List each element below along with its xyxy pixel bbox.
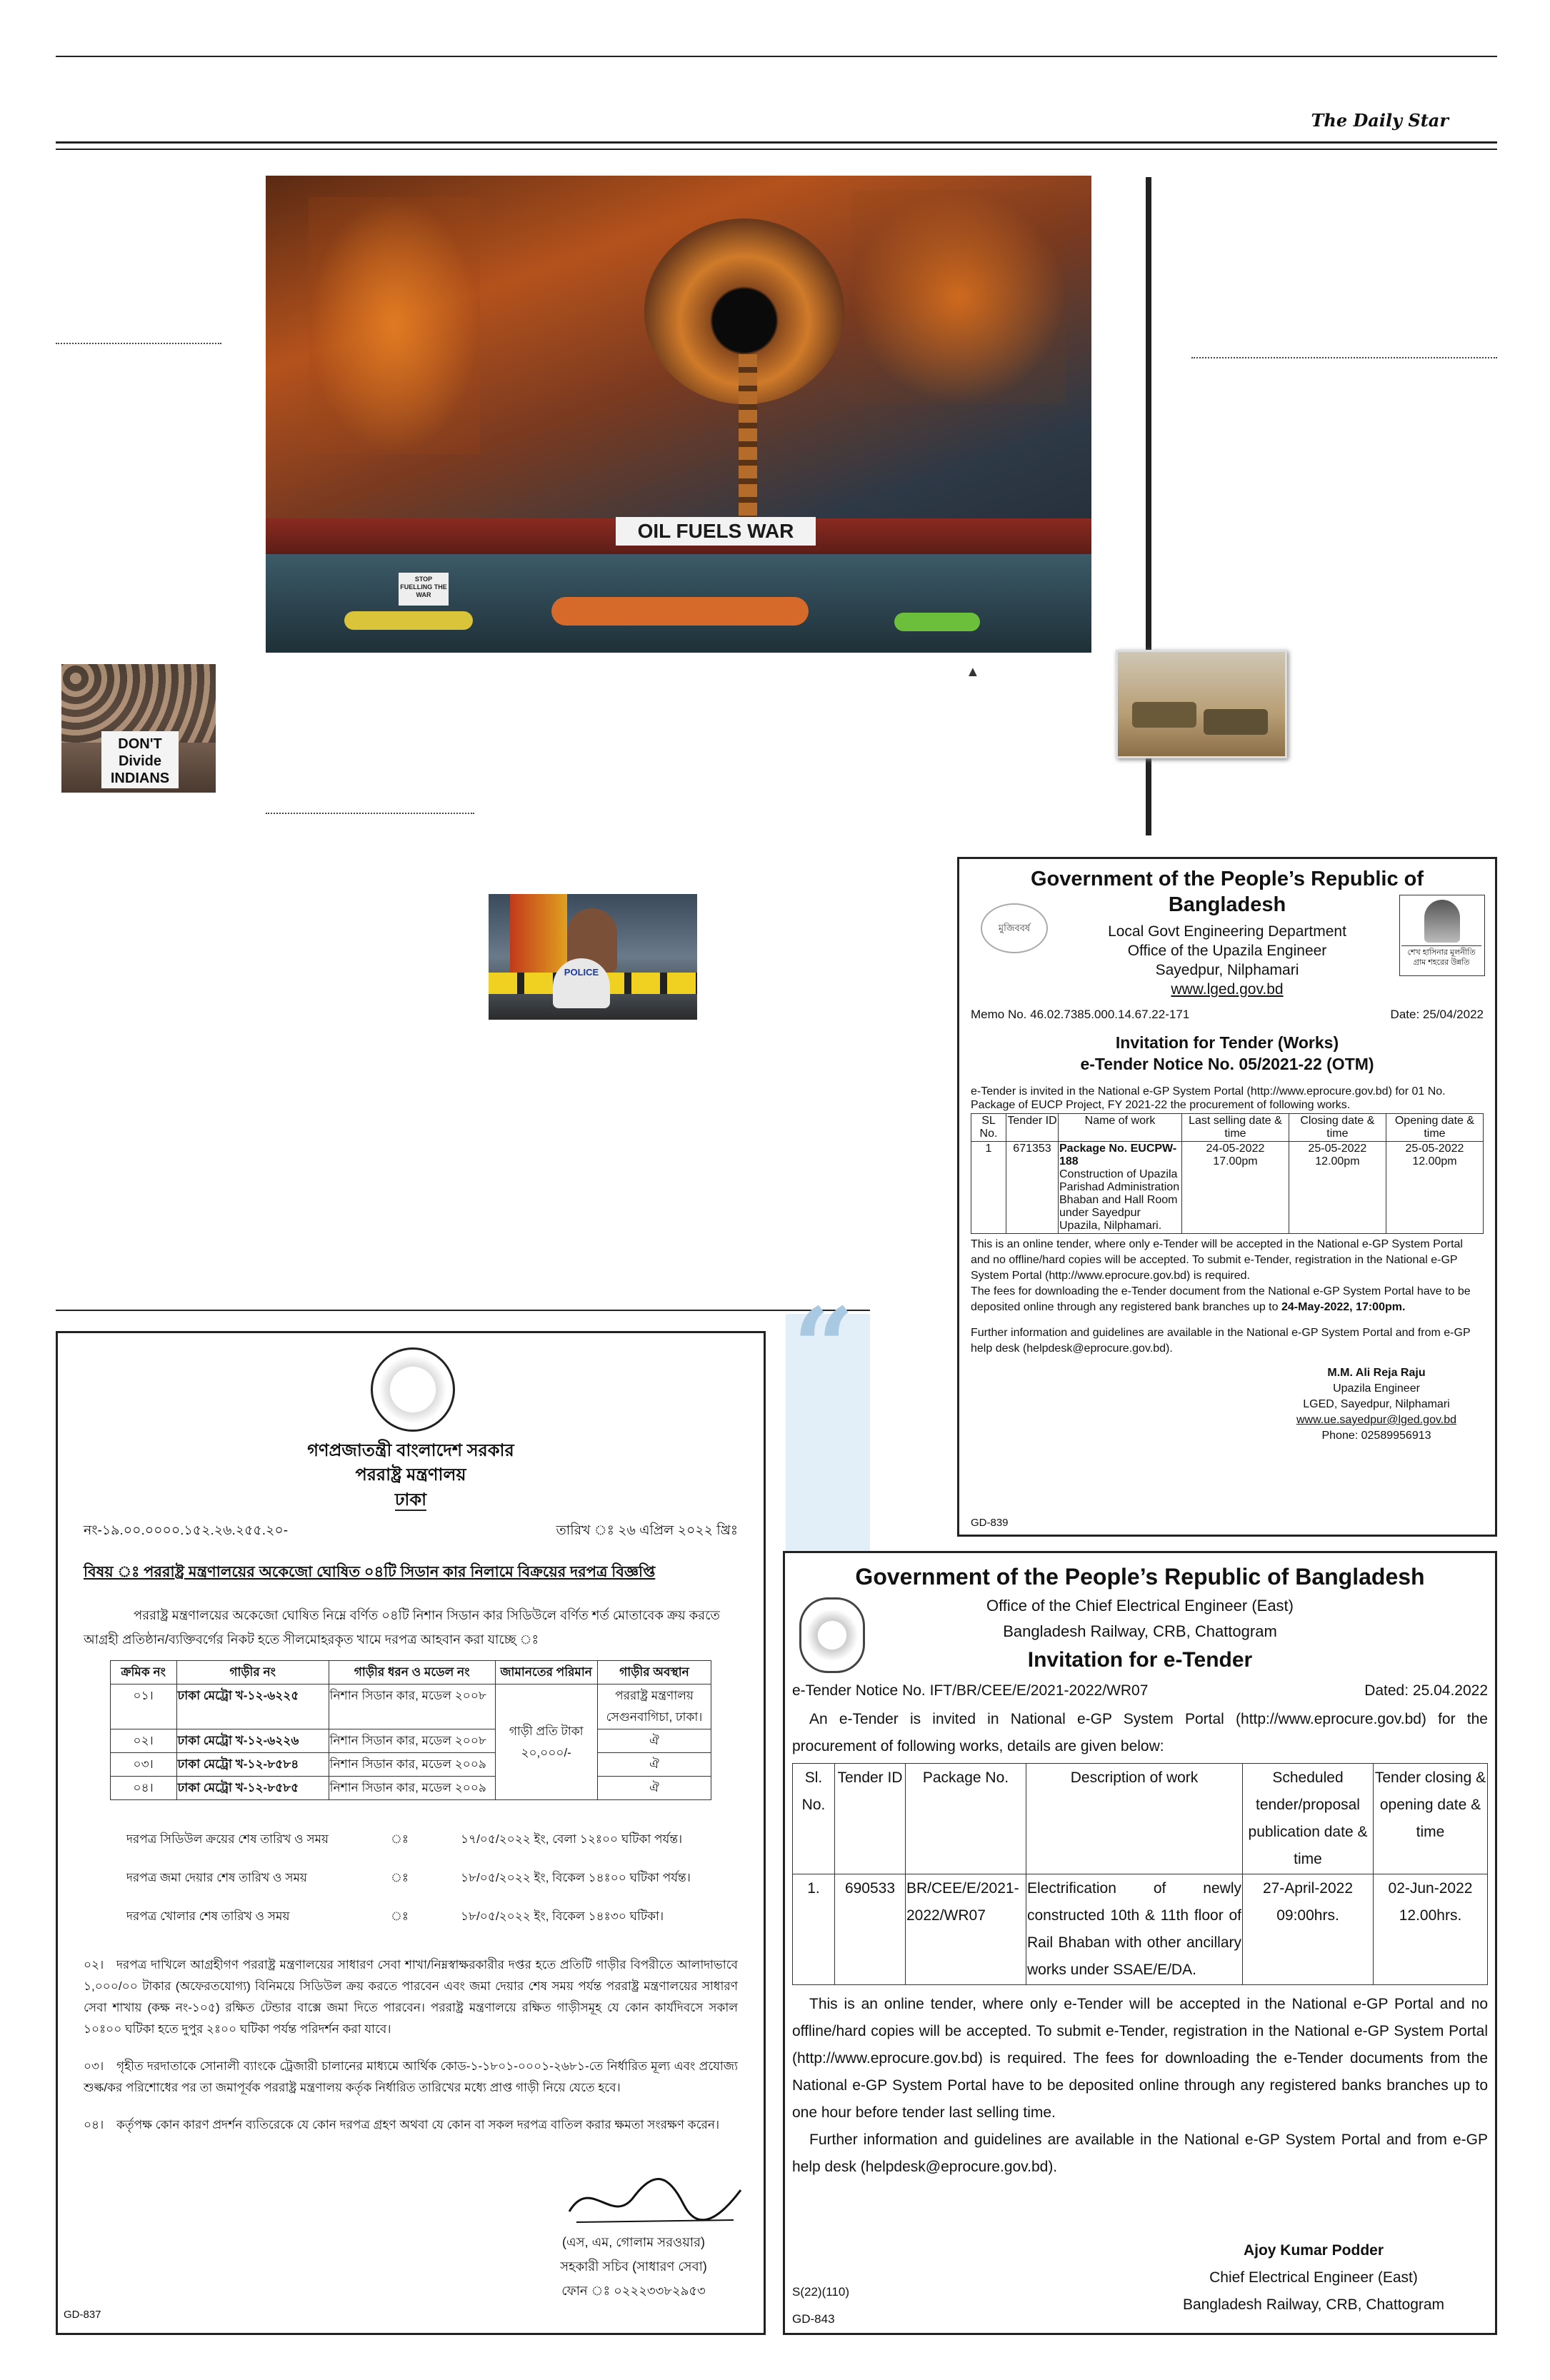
railway-code-2: GD-843 [792, 2312, 835, 2326]
tank-silhouette [1204, 709, 1268, 735]
cell-package: Package No. EUCPW-188 [1059, 1143, 1177, 1168]
lged-sign-name: M.M. Ali Reja Raju [1327, 1367, 1426, 1379]
railway-sign-office: Bangladesh Railway, CRB, Chattogram [1182, 2296, 1445, 2313]
lged-sign-phone: Phone: 02589956913 [1321, 1430, 1431, 1442]
mofa-ministry: পররাষ্ট্র মন্ত্রণালয় [355, 1465, 466, 1485]
schedule-sep: ঃ [391, 1909, 409, 1923]
railway-sign-name: Ajoy Kumar Podder [1243, 2242, 1384, 2259]
cell-work-desc: Construction of Upazila Parishad Administration Bhaban and Hall Room under Sayedpur Upazila, Nilphamari. [1059, 1168, 1180, 1232]
mid-horizontal-rule [56, 1310, 870, 1311]
portrait-caption: শেখ হাসিনার মূলনীতি গ্রাম শহরের উন্নতি [1401, 945, 1481, 968]
railway-tender-notice [783, 1551, 1497, 2335]
para-number: ০২। [84, 1958, 104, 1972]
cell-location: ঐ [597, 1777, 711, 1800]
cell-closing: 02-Jun-2022 12.00hrs. [1374, 1874, 1488, 1985]
schedule-label: দরপত্র জমা দেয়ার শেষ তারিখ ও সময় [126, 1871, 307, 1884]
center-separator [266, 813, 474, 814]
lged-location: Sayedpur, Nilphamari [1155, 962, 1299, 978]
col-last-selling: Last selling date & time [1182, 1114, 1289, 1142]
table-row [971, 1142, 1484, 1234]
mofa-vehicle-table [110, 1660, 712, 1800]
table-header-row [971, 1114, 1484, 1142]
portrait-image [1424, 900, 1460, 943]
cell-deposit: গাড়ী প্রতি টাকা ২০,০০০/- [495, 1684, 597, 1800]
railway-sign-title: Chief Electrical Engineer (East) [1209, 2269, 1418, 2286]
lged-note-2 [971, 1284, 1484, 1315]
railway-note-2: Further information and guidelines are available in the National e-GP System Portal and from e-GP help desk (helpdesk@eprocure.gov.bd). [792, 2132, 1488, 2175]
cell-serial: ০১। [110, 1684, 176, 1729]
para-number: ০৩। [84, 2059, 104, 2073]
schedule-value: ১৮/০৫/২০২২ ইং, বিকেল ১৪ঃ০০ ঘটিকা পর্যন্ত। [461, 1871, 691, 1884]
raft [551, 597, 809, 626]
cell-publication: 27-April-2022 09:00hrs. [1243, 1874, 1374, 1985]
cell-vehicle-no: ঢাকা মেট্রো খ-১২-৬২২৫ [176, 1684, 329, 1729]
lged-header: Government of the People’s Republic of Bangladesh [1031, 868, 1424, 916]
railway-location: Bangladesh Railway, CRB, Chattogram [1003, 1622, 1277, 1640]
lged-intro: e-Tender is invited in the National e-GP System Portal (http://www.eprocure.gov.bd) for 01 No. Package of EUCP Project, FY 2021-22 the procurement of following works. [971, 1085, 1446, 1111]
lged-note-2-text: The fees for downloading the e-Tender document from the National e-GP System Portal have to be deposited online through any registered bank branches up to [971, 1285, 1471, 1313]
lged-note-1: This is an online tender, where only e-Tender will be accepted in the National e-GP System Portal and no offline/hard copies will be accepted. To submit e-Tender, registration in the National e-GP System Portal (http://www.eprocure.gov.bd) is required. [971, 1238, 1463, 1282]
table-header-row [110, 1661, 711, 1684]
railway-header: Government of the People’s Republic of Bangladesh [855, 1564, 1425, 1590]
lged-sign-title: Upazila Engineer [1333, 1382, 1420, 1395]
masthead-brand: The Daily Star [1311, 110, 1449, 131]
lged-sign-office: LGED, Sayedpur, Nilphamari [1303, 1398, 1450, 1410]
col-name-of-work: Name of work [1059, 1114, 1182, 1142]
cell-last-selling: 24-05-2022 17.00pm [1182, 1142, 1289, 1234]
schedule-sep: ঃ [391, 1832, 409, 1846]
cell-serial: ০৪। [110, 1777, 176, 1800]
para-text: কর্তৃপক্ষ কোন কারণ প্রদর্শন ব্যতিরেকে যে কোন দরপত্র গ্রহণ অথবা যে কোন বা সকল দরপত্র বাতিল করার ক্ষমতা সংরক্ষণ করেন। [116, 2118, 720, 2132]
schedule-row [126, 1897, 738, 1936]
lged-memo: Memo No. 46.02.7385.000.14.67.22-171 [971, 1008, 1190, 1021]
tank-silhouette [1132, 702, 1196, 728]
para-text: গৃহীত দরদাতাকে সোনালী ব্যাংকে ট্রেজারী চালানের মাধ্যমে আর্থিক কোড-১-১৮০১-০০০১-২৬৮১-তে নির্ধারিত মূল্য এবং প্রযোজ্য শুল্ক/কর পরিশোধের পর তা জমাপূর্বক পররাষ্ট্র মন্ত্রণালয় কর্তৃক নির্ধারিত তারিখের মধ্যে প্রাপ্ত গাড়ী নিয়ে যেতে হবে। [84, 2059, 738, 2094]
schedule-label: দরপত্র খোলার শেষ তারিখ ও সময় [126, 1909, 290, 1923]
mofa-gov: গণপ্রজাতন্ত্রী বাংলাদেশ সরকার [307, 1441, 514, 1460]
railway-code-1: S(22)(110) [792, 2285, 849, 2299]
mofa-code: GD-837 [64, 2309, 101, 2321]
col-sl: SL No. [971, 1114, 1006, 1142]
police-helmet: POLICE [553, 958, 610, 1008]
header-rule-2 [56, 149, 1497, 150]
railway-date: Dated: 25.04.2022 [1364, 1682, 1488, 1699]
top-rule [56, 56, 1497, 57]
cell-opening: 25-05-2022 12.00pm [1386, 1142, 1483, 1234]
cell-location: ঐ [597, 1753, 711, 1777]
cell-sl: 1. [793, 1874, 835, 1985]
lged-sign-email[interactable]: www.ue.sayedpur@lged.gov.bd [1296, 1414, 1457, 1426]
mofa-memo: নং-১৯.০০.০০০০.১৫২.২৬.২৫৫.২০- [84, 1523, 289, 1538]
lged-tender-table [971, 1113, 1484, 1234]
table-row [110, 1753, 711, 1777]
bangladesh-emblem [371, 1347, 455, 1432]
header-rule-1 [56, 141, 1497, 144]
lged-signature-block [1269, 1365, 1484, 1444]
left-col-separator [56, 343, 221, 344]
col-publication: Scheduled tender/proposal publication date & time [1243, 1764, 1374, 1874]
mofa-city-text: ঢাকা [394, 1490, 427, 1510]
col-closing: Tender closing & opening date & time [1374, 1764, 1488, 1874]
railway-signature-block [1156, 2237, 1471, 2319]
cell-location: পররাষ্ট্র মন্ত্রণালয় সেগুনবাগিচা, ঢাকা। [597, 1684, 711, 1729]
table-row [793, 1874, 1488, 1985]
railway-notice-no: e-Tender Notice No. IFT/BR/CEE/E/2021-2022/WR07 [792, 1682, 1149, 1699]
handwritten-signature [562, 2169, 748, 2233]
col-model: গাড়ীর ধরন ও মডেল নং [329, 1661, 495, 1684]
cell-vehicle-no: ঢাকা মেট্রো খ-১২-৮৫৮৫ [176, 1777, 329, 1800]
mofa-sign-name: (এস, এম, গোলাম সরওয়ার) [562, 2235, 705, 2249]
mofa-date: তারিখ ঃ ২৬ এপ্রিল ২০২২ খ্রিঃ [556, 1523, 738, 1538]
flag [510, 894, 567, 980]
para-number: ০৪। [84, 2118, 104, 2132]
col-tender-id: Tender ID [835, 1764, 906, 1874]
mofa-para-03 [84, 2056, 738, 2099]
photo-protest-crowd [61, 664, 216, 793]
protest-sign: DON'T Divide INDIANS [101, 731, 179, 788]
cell-location: ঐ [597, 1729, 711, 1753]
quote-mark: “ [793, 1285, 855, 1410]
mujib-logo [981, 903, 1048, 953]
table-row [110, 1777, 711, 1800]
lged-date: Date: 25/04/2022 [1390, 1008, 1484, 1021]
schedule-sep: ঃ [391, 1871, 409, 1884]
pm-portrait [1399, 895, 1485, 976]
lged-note-2-deadline: 24-May-2022, 17:00pm. [1281, 1301, 1406, 1313]
lged-code: GD-839 [971, 1517, 1009, 1529]
mofa-intro: পররাষ্ট্র মন্ত্রণালয়ের অকেজো ঘোষিত নিম্নে বর্ণিত ০৪টি নিশান সিডান কার সিডিউলে বর্ণিত শর্ত মোতাবেক ক্রয় করতে আগ্রহী প্রতিষ্ঠান/ব্যক্তিবর্গের নিকট হতে সীলমোহরকৃত খামে দরপত্র আহবান করা যাচ্ছে ঃ [84, 1608, 720, 1647]
cell-tender-id: 690533 [835, 1874, 906, 1985]
cell-model: নিশান সিডান কার, মডেল ২০০৮ [329, 1684, 495, 1729]
railway-intro: An e-Tender is invited in National e-GP System Portal (http://www.eprocure.gov.bd) for the procurement of following works, details are given below: [792, 1711, 1488, 1754]
photo-police [489, 894, 697, 1020]
para-text: দরপত্র দাখিলে আগ্রহীগণ পররাষ্ট্র মন্ত্রণালয়ের সাধারণ সেবা শাখা/নিম্নস্বাক্ষরকারীর দপ্তর হতে প্রতিটি গাড়ীর বিপরীতে আলাদাভাবে ১,০০০/০০ টাকার (অফেরতযোগ্য) বিনিময়ে সিডিউল ক্রয় করতে পারবেন এবং জমা দেয়ার শেষ সময় পর্যন্ত পররাষ্ট্র মন্ত্রণালয়ের সাধারণ সেবা শাখায় (কক্ষ নং-১০৫) রক্ষিত টেন্ডার বাক্সে জমা দিতে পারবেন। পররাষ্ট্র মন্ত্রণালয়ে রক্ষিত গাড়ীসমূহ যে কোন কার্যদিবসে সকাল ১০ঃ০০ ঘটিকা হতে দুপুর ২ঃ০০ ঘটিকা পর্যন্ত পরিদর্শন করা যাবে। [84, 1958, 738, 2036]
schedule-label: দরপত্র সিডিউল ক্রয়ের শেষ তারিখ ও সময় [126, 1832, 329, 1846]
col-opening: Opening date & time [1386, 1114, 1483, 1142]
col-location: গাড়ীর অবস্থান [597, 1661, 711, 1684]
mofa-signature-block [505, 2230, 762, 2303]
cell-tender-id: 671353 [1006, 1142, 1059, 1234]
lged-dept: Local Govt Engineering Department [1108, 923, 1346, 940]
protest-sign-left: STOP FUELLING THE WAR [399, 573, 449, 606]
cell-package: BR/CEE/E/2021-2022/WR07 [906, 1874, 1026, 1985]
railway-title: Invitation for e-Tender [1027, 1648, 1253, 1672]
railway-logo [799, 1597, 865, 1673]
main-photo-tanker-protest [266, 176, 1091, 653]
lged-tender-notice [957, 857, 1497, 1537]
schedule-row [126, 1820, 738, 1859]
cell-model: নিশান সিডান কার, মডেল ২০০৯ [329, 1753, 495, 1777]
lged-title-2: e-Tender Notice No. 05/2021-22 (OTM) [1080, 1055, 1374, 1073]
rust-streak [309, 197, 480, 454]
schedule-value: ১৮/০৫/২০২২ ইং, বিকেল ১৪ঃ৩০ ঘটিকা। [461, 1909, 664, 1923]
schedule-row [126, 1859, 738, 1897]
col-closing: Closing date & time [1289, 1114, 1386, 1142]
railway-tender-table [792, 1763, 1488, 1985]
col-vehicle-no: গাড়ীর নং [176, 1661, 329, 1684]
triangle-marker: ▲ [966, 664, 980, 680]
protest-banner: OIL FUELS WAR [616, 517, 816, 546]
col-tender-id: Tender ID [1006, 1114, 1059, 1142]
mofa-tender-notice [56, 1331, 766, 2335]
cell-description: Electrification of newly constructed 10th & 11th floor of Rail Bhaban with other ancillary works under SSAE/E/DA. [1026, 1874, 1243, 1985]
mofa-sign-phone: ফোন ঃ ০২২২৩৩৮২৯৫৩ [561, 2284, 706, 2298]
mofa-schedule [126, 1820, 738, 1936]
mujib-logo-text: মুজিববর্ষ [998, 923, 1031, 933]
cell-vehicle-no: ঢাকা মেট্রো খ-১২-৮৫৮৪ [176, 1753, 329, 1777]
mofa-subject: বিষয় ঃ পররাষ্ট্র মন্ত্রণালয়ের অকেজো ঘোষিত ০৪টি সিডান কার নিলামে বিক্রয়ের দরপত্র বিজ্ঞপ্তি [84, 1564, 656, 1580]
col-serial: ক্রমিক নং [110, 1661, 176, 1684]
railway-note-1: This is an online tender, where only e-Tender will be accepted in the National e-GP Portal and no offline/hard copies will be accepted. To submit e-Tender, registration in the National e-GP System Portal (http://www.eprocure.gov.bd) is required. The fees for downloading the e-Tender documents from the National e-GP System Portal have to be deposited online through any registered banks branches up to one hour before tender last selling time. [792, 1996, 1488, 2121]
mofa-para-02 [84, 1954, 738, 2040]
cell-vehicle-no: ঢাকা মেট্রো খ-১২-৬২২৬ [176, 1729, 329, 1753]
col-deposit: জামানতের পরিমান [495, 1661, 597, 1684]
table-header-row [793, 1764, 1488, 1874]
cell-serial: ০২। [110, 1729, 176, 1753]
col-description: Description of work [1026, 1764, 1243, 1874]
kayak-left [344, 611, 473, 630]
cell-closing: 25-05-2022 12.00pm [1289, 1142, 1386, 1234]
lged-office: Office of the Upazila Engineer [1127, 943, 1327, 959]
mofa-sign-title: সহকারী সচিব (সাধারণ সেবা) [560, 2259, 707, 2274]
cell-serial: ০৩। [110, 1753, 176, 1777]
table-row [110, 1729, 711, 1753]
table-row [110, 1684, 711, 1729]
right-col-separator [1191, 357, 1497, 358]
schedule-value: ১৭/০৫/২০২২ ইং, বেলা ১২ঃ০০ ঘটিকা পর্যন্ত। [461, 1832, 683, 1846]
col-sl: Sl. No. [793, 1764, 835, 1874]
lged-title-1: Invitation for Tender (Works) [1115, 1033, 1339, 1052]
rust-streak [851, 190, 1066, 404]
kayak-right [894, 613, 980, 631]
mofa-city [84, 1487, 738, 1513]
lged-note-3: Further information and guidelines are available in the National e-GP System Portal and from e-GP help desk (helpdesk@eprocure.gov.bd). [971, 1327, 1471, 1355]
cell-work [1059, 1142, 1182, 1234]
cell-model: নিশান সিডান কার, মডেল ২০০৮ [329, 1729, 495, 1753]
cell-sl: 1 [971, 1142, 1006, 1234]
railway-office: Office of the Chief Electrical Engineer (East) [986, 1597, 1294, 1615]
col-package: Package No. [906, 1764, 1026, 1874]
cell-model: নিশান সিডান কার, মডেল ২০০৯ [329, 1777, 495, 1800]
photo-tanks [1116, 650, 1287, 758]
lged-website[interactable]: www.lged.gov.bd [1171, 981, 1284, 998]
mofa-para-04 [84, 2114, 738, 2136]
